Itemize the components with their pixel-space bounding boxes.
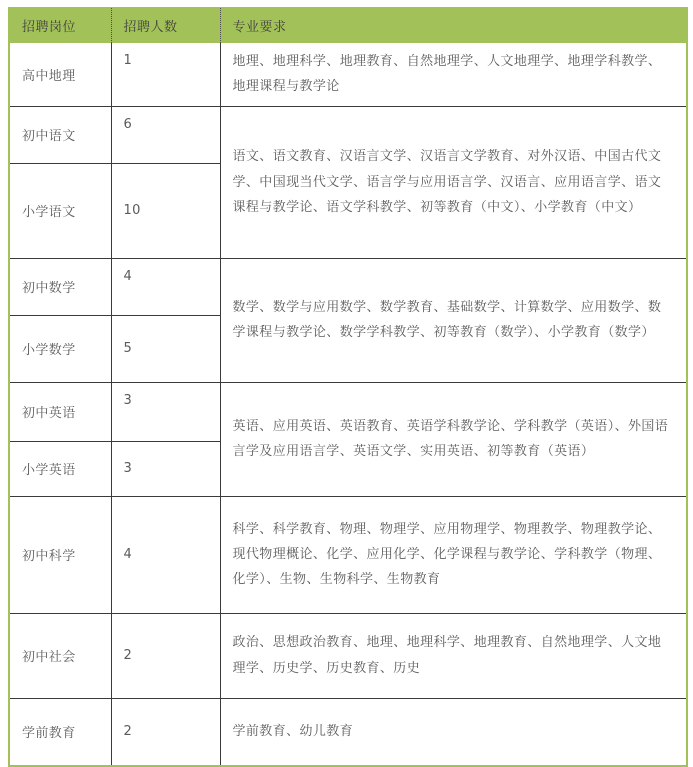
cell-post: 初中英语 xyxy=(9,382,111,441)
cell-post: 初中社会 xyxy=(9,613,111,698)
cell-post: 小学英语 xyxy=(9,441,111,496)
cell-count: 3 xyxy=(111,441,220,496)
cell-major: 科学、科学教育、物理、物理学、应用物理学、物理教学、物理教学论、现代物理概论、化学、应用化学、化学课程与教学论、学科教学（物理、化学）、生物、生物科学、生物教育 xyxy=(220,496,687,613)
cell-post: 学前教育 xyxy=(9,698,111,766)
cell-major: 政治、思想政治教育、地理、地理科学、地理教育、自然地理学、人文地理学、历史学、历史教育、历史 xyxy=(220,613,687,698)
recruitment-table-container xyxy=(8,7,686,767)
cell-major: 英语、应用英语、英语教育、英语学科教学论、学科教学（英语）、外国语言学及应用语言学、英语文学、实用英语、初等教育（英语） xyxy=(220,382,687,496)
cell-post: 小学语文 xyxy=(9,163,111,258)
cell-major: 地理、地理科学、地理教育、自然地理学、人文地理学、地理学科教学、地理课程与教学论 xyxy=(220,43,687,106)
column-header-post: 招聘岗位 xyxy=(9,8,111,44)
table-row xyxy=(9,106,687,163)
cell-count: 2 xyxy=(111,613,220,698)
table-body xyxy=(9,43,687,766)
table-row xyxy=(9,382,687,441)
cell-post: 初中数学 xyxy=(9,258,111,315)
cell-count: 10 xyxy=(111,163,220,258)
table-row xyxy=(9,258,687,315)
cell-count: 1 xyxy=(111,43,220,106)
table-row xyxy=(9,43,687,106)
cell-major: 学前教育、幼儿教育 xyxy=(232,724,354,740)
table-row xyxy=(9,496,687,613)
cell-count: 6 xyxy=(111,106,220,163)
cell-count: 2 xyxy=(111,698,220,766)
cell-post: 小学数学 xyxy=(9,315,111,382)
cell-count: 4 xyxy=(111,258,220,315)
table-row xyxy=(9,698,687,766)
column-header-major: 专业要求 xyxy=(220,8,687,44)
cell-post: 初中科学 xyxy=(9,496,111,613)
recruitment-table xyxy=(8,7,688,767)
cell-count: 3 xyxy=(111,382,220,441)
table-header xyxy=(9,8,687,44)
cell-post: 初中语文 xyxy=(9,106,111,163)
table-row xyxy=(9,613,687,698)
column-header-count: 招聘人数 xyxy=(111,8,220,44)
table-header-row xyxy=(9,8,687,44)
cell-major: 语文、语文教育、汉语言文学、汉语言文学教育、对外汉语、中国古代文学、中国现当代文学、语言学与应用语言学、汉语言、应用语言学、语文课程与教学论、语文学科教学、初等教育（中文）、小学教育（中文） xyxy=(220,106,687,258)
cell-count: 5 xyxy=(111,315,220,382)
cell-count: 4 xyxy=(111,496,220,613)
cell-major: 数学、数学与应用数学、数学教育、基础数学、计算数学、应用数学、数学课程与教学论、数学学科教学、初等教育（数学）、小学教育（数学） xyxy=(220,258,687,382)
cell-post: 高中地理 xyxy=(9,43,111,106)
